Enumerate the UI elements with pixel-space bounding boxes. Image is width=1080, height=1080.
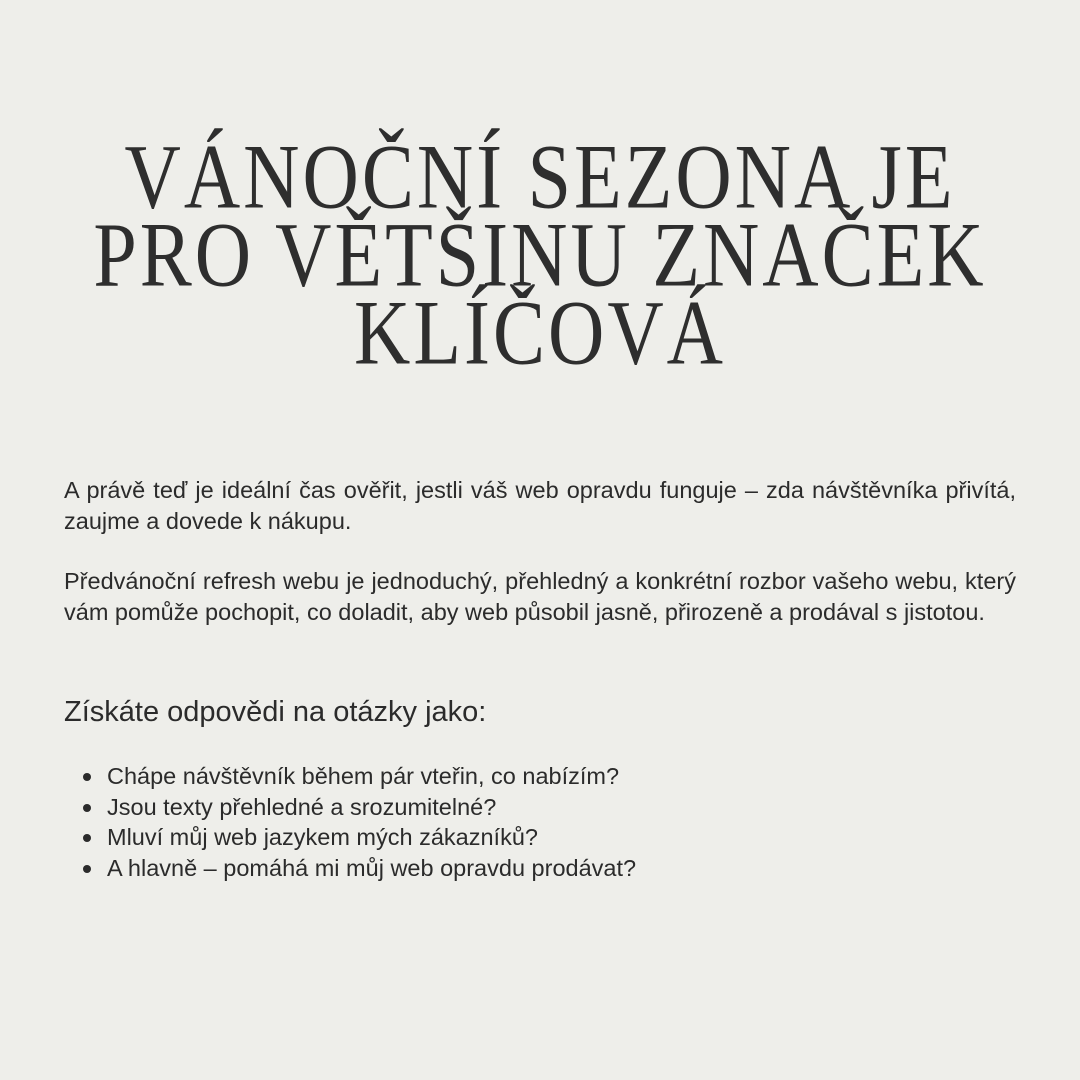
headline-line: KLÍČOVÁ — [354, 281, 726, 384]
questions-heading: Získáte odpovědi na otázky jako: — [64, 696, 487, 728]
headline — [0, 125, 1080, 384]
questions-list — [80, 761, 636, 883]
bullet-icon — [83, 834, 91, 842]
list-item-text: Jsou texty přehledné a srozumitelné? — [107, 793, 497, 820]
list-item-text: Mluví můj web jazykem mých zákazníků? — [107, 824, 538, 850]
description-paragraph: Předvánoční refresh webu je jednoduchý, přehledný a konkrétní rozbor vašeho webu, který vám pomůže pochopit, co doladit, aby web působil jasně, přirozeně a prodával s jistotou. — [64, 568, 1016, 625]
list-item — [80, 792, 636, 823]
list-item — [80, 853, 636, 884]
headline-line: PRO VĚTŠINU ZNAČEK — [93, 203, 987, 306]
list-item — [80, 761, 636, 792]
list-item-text: Chápe návštěvník během pár vteřin, co nabízím? — [107, 763, 620, 789]
list-item — [80, 822, 636, 853]
bullet-icon — [83, 804, 91, 812]
bullet-icon — [83, 865, 91, 873]
intro-paragraph: A právě teď je ideální čas ověřit, jestli váš web opravdu funguje – zda návštěvníka přivítá, zaujme a dovede k nákupu. — [64, 477, 1016, 534]
headline-line: VÁNOČNÍ SEZONA JE — [124, 125, 956, 228]
bullet-icon — [83, 773, 91, 781]
list-item-text: A hlavně – pomáhá mi můj web opravdu prodávat? — [107, 854, 637, 881]
